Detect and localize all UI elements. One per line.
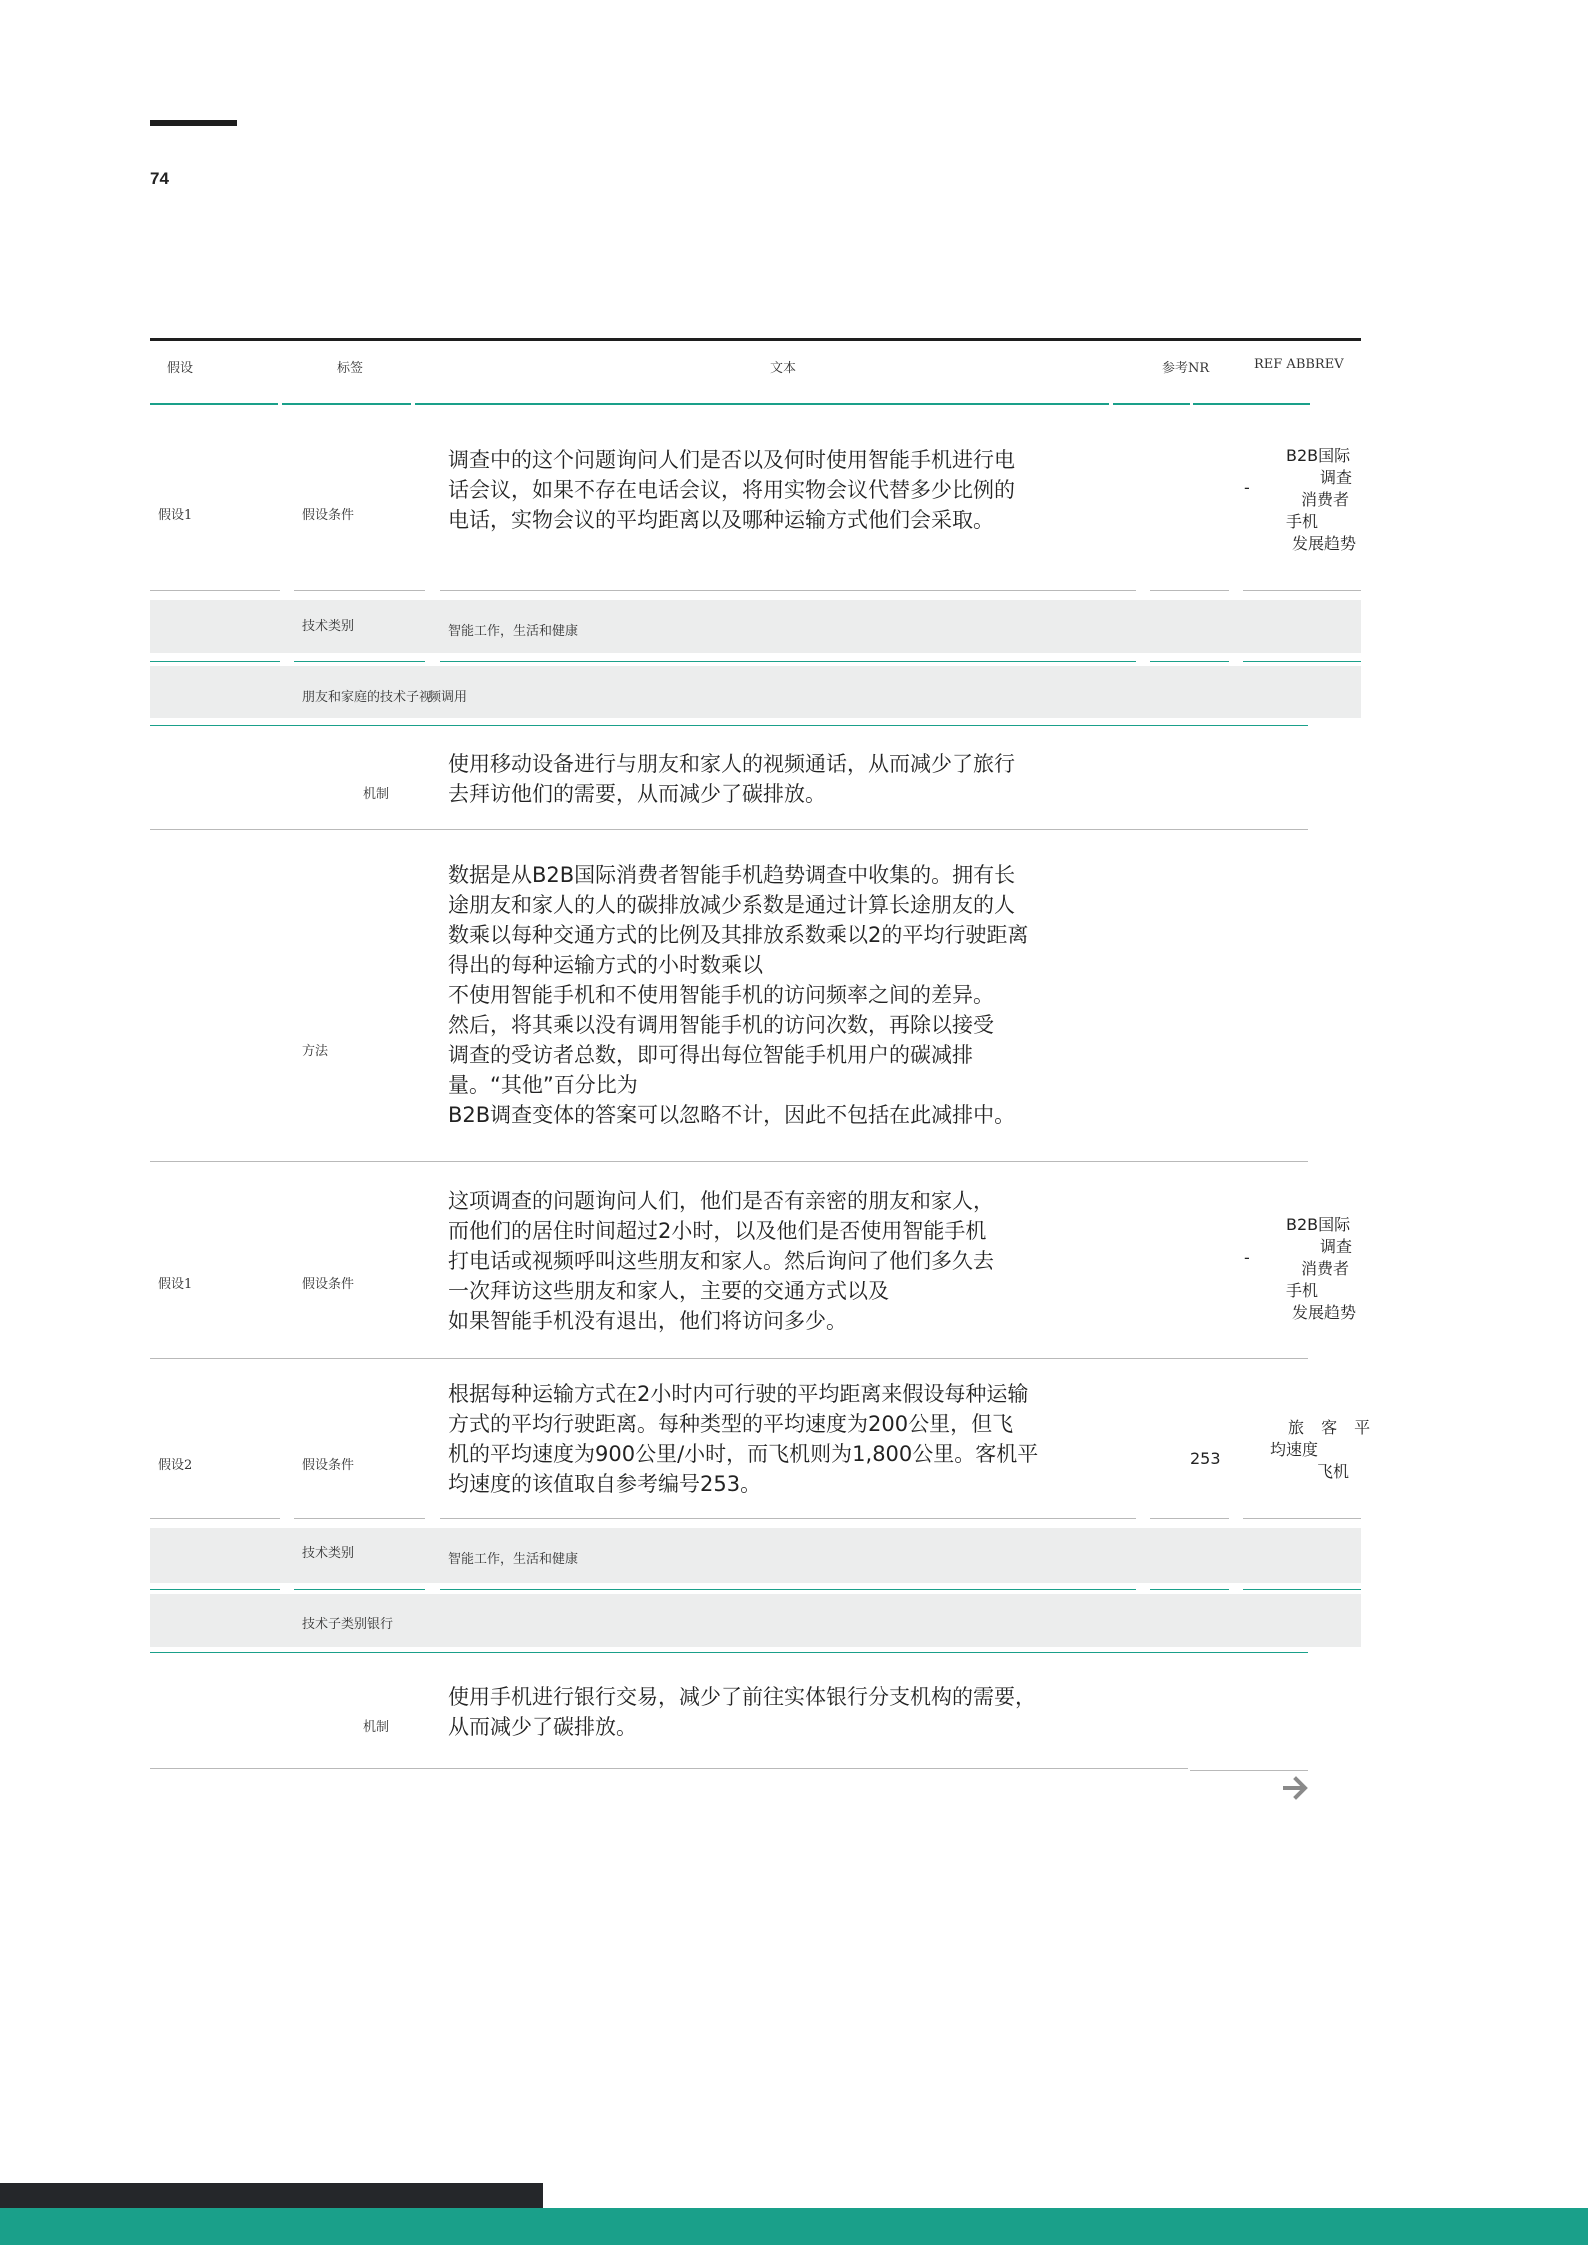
header-rule bbox=[150, 403, 278, 405]
row-label: 技术类别 bbox=[302, 1546, 355, 1561]
row-hypothesis: 假设2 bbox=[158, 1458, 193, 1473]
text-line: 量。“其他”百分比为 bbox=[448, 1073, 638, 1097]
row-divider bbox=[1150, 590, 1229, 591]
row-ref-abbrev bbox=[1270, 1417, 1376, 1483]
row-divider bbox=[440, 661, 1136, 662]
row-label: 技术子类别银行 bbox=[302, 1617, 394, 1632]
text-line: 如果智能手机没有退出，他们将访问多少。 bbox=[448, 1309, 847, 1333]
row-divider bbox=[1243, 1518, 1361, 1519]
text-line: 使用手机进行银行交易，减少了前往实体银行分支机构的需要， bbox=[448, 1685, 1036, 1709]
text-line: 使用移动设备进行与朋友和家人的视频通话，从而减少了旅行 bbox=[448, 752, 1015, 776]
row-divider bbox=[294, 661, 425, 662]
header-hypothesis: 假设 bbox=[167, 361, 194, 376]
row-hypothesis: 假设1 bbox=[158, 1277, 193, 1292]
ref-line: 飞机 bbox=[1317, 1462, 1350, 1481]
header-label: 标签 bbox=[337, 361, 364, 376]
row-label: 机制 bbox=[363, 787, 390, 802]
row-divider bbox=[150, 1589, 280, 1590]
row-text: 智能工作，生活和健康 bbox=[448, 1552, 579, 1567]
text-line: 这项调查的问题询问人们，他们是否有亲密的朋友和家人， bbox=[448, 1189, 994, 1213]
ref-line: 旅 客 平 bbox=[1288, 1418, 1377, 1437]
footer-dark-bar bbox=[0, 2183, 543, 2208]
row-divider bbox=[440, 1518, 1136, 1519]
row-label: 朋友和家庭的技术子视 bbox=[302, 690, 433, 705]
row-text bbox=[448, 860, 1028, 1130]
row-text bbox=[448, 749, 1015, 809]
row-divider bbox=[1243, 661, 1361, 662]
footer-teal-bar bbox=[0, 2208, 1588, 2245]
ref-line: 发展趋势 bbox=[1292, 1303, 1357, 1322]
row-divider bbox=[1243, 1589, 1361, 1590]
ref-line: 发展趋势 bbox=[1292, 534, 1357, 553]
text-line: 调查的受访者总数，即可得出每位智能手机用户的碳减排 bbox=[448, 1043, 973, 1067]
row-text: 频调用 bbox=[428, 690, 468, 705]
row-hypothesis: 假设1 bbox=[158, 508, 193, 523]
row-divider bbox=[150, 1652, 1308, 1653]
row-text bbox=[448, 1682, 1036, 1742]
header-ref-abbrev: REF ABBREV bbox=[1254, 357, 1344, 372]
text-line: 数据是从B2B国际消费者智能手机趋势调查中收集的。拥有长 bbox=[448, 863, 1016, 887]
row-divider bbox=[150, 590, 280, 591]
row-divider bbox=[294, 1589, 425, 1590]
text-line: 去拜访他们的需要，从而减少了碳排放。 bbox=[448, 782, 826, 806]
text-line: 机的平均速度为900公里/小时，而飞机则为1,800公里。客机平 bbox=[448, 1442, 1039, 1466]
row-text: 智能工作，生活和健康 bbox=[448, 624, 579, 639]
text-line: 数乘以每种交通方式的比例及其排放系数乘以2的平均行驶距离 bbox=[448, 923, 1029, 947]
row-divider bbox=[150, 1358, 1308, 1359]
text-line: 电话，实物会议的平均距离以及哪种运输方式他们会采取。 bbox=[448, 508, 994, 532]
row-label: 方法 bbox=[302, 1044, 329, 1059]
row-ref-abbrev bbox=[1286, 1214, 1356, 1324]
row-divider bbox=[150, 1518, 280, 1519]
text-line: B2B调查变体的答案可以忽略不计，因此不包括在此减排中。 bbox=[448, 1103, 1016, 1127]
text-line: 一次拜访这些朋友和家人，主要的交通方式以及 bbox=[448, 1279, 889, 1303]
row-ref-abbrev bbox=[1286, 445, 1356, 555]
text-line: 不使用智能手机和不使用智能手机的访问频率之间的差异。 bbox=[448, 983, 994, 1007]
page-number: 74 bbox=[150, 169, 169, 188]
header-rule bbox=[1113, 403, 1190, 405]
top-rule bbox=[150, 120, 237, 126]
row-divider bbox=[150, 725, 1308, 726]
row-text bbox=[448, 1186, 994, 1336]
row-divider bbox=[1190, 1770, 1308, 1771]
row-divider bbox=[150, 1768, 1188, 1769]
text-line: 从而减少了碳排放。 bbox=[448, 1715, 637, 1739]
row-text bbox=[448, 445, 1015, 535]
ref-line: 调查 bbox=[1320, 1237, 1353, 1256]
header-rule bbox=[415, 403, 1109, 405]
row-divider bbox=[150, 1161, 1308, 1162]
row-divider bbox=[294, 1518, 425, 1519]
header-ref-nr: 参考NR bbox=[1162, 361, 1210, 376]
row-divider bbox=[440, 1589, 1136, 1590]
text-line: 得出的每种运输方式的小时数乘以 bbox=[448, 953, 763, 977]
row-divider bbox=[440, 590, 1136, 591]
text-line: 打电话或视频呼叫这些朋友和家人。然后询问了他们多久去 bbox=[448, 1249, 994, 1273]
row-divider bbox=[1150, 1589, 1229, 1590]
row-ref-nr: - bbox=[1244, 1248, 1250, 1267]
row-label: 假设条件 bbox=[302, 1277, 355, 1292]
row-text bbox=[448, 1379, 1038, 1499]
ref-line: 消费者 bbox=[1301, 490, 1350, 509]
ref-line: 手机 bbox=[1286, 1281, 1319, 1300]
row-label: 假设条件 bbox=[302, 508, 355, 523]
row-divider bbox=[150, 829, 1308, 830]
text-line: 途朋友和家人的人的碳排放减少系数是通过计算长途朋友的人 bbox=[448, 893, 1015, 917]
text-line: 然后，将其乘以没有调用智能手机的访问次数，再除以接受 bbox=[448, 1013, 994, 1037]
row-divider bbox=[294, 590, 425, 591]
table-top-rule bbox=[150, 338, 1361, 341]
text-line: 话会议，如果不存在电话会议，将用实物会议代替多少比例的 bbox=[448, 478, 1015, 502]
ref-line: 均速度 bbox=[1270, 1440, 1319, 1459]
header-rule bbox=[1193, 403, 1310, 405]
text-line: 调查中的这个问题询问人们是否以及何时使用智能手机进行电 bbox=[448, 448, 1015, 472]
ref-line: 调查 bbox=[1320, 468, 1353, 487]
text-line: 根据每种运输方式在2小时内可行驶的平均距离来假设每种运输 bbox=[448, 1382, 1029, 1406]
row-divider bbox=[1243, 590, 1361, 591]
row-divider bbox=[1150, 661, 1229, 662]
ref-line: B2B国际 bbox=[1286, 1215, 1351, 1234]
row-ref-nr: 253 bbox=[1190, 1449, 1221, 1468]
header-text: 文本 bbox=[770, 361, 797, 376]
ref-line: 手机 bbox=[1286, 512, 1319, 531]
header-rule bbox=[282, 403, 411, 405]
arrow-right-icon[interactable] bbox=[1282, 1774, 1310, 1802]
text-line: 而他们的居住时间超过2小时，以及他们是否使用智能手机 bbox=[448, 1219, 987, 1243]
text-line: 均速度的该值取自参考编号253。 bbox=[448, 1472, 762, 1496]
text-line: 方式的平均行驶距离。每种类型的平均速度为200公里，但飞 bbox=[448, 1412, 1014, 1436]
row-label: 假设条件 bbox=[302, 1458, 355, 1473]
ref-line: 消费者 bbox=[1301, 1259, 1350, 1278]
row-label: 机制 bbox=[363, 1720, 390, 1735]
row-divider bbox=[150, 661, 280, 662]
row-ref-nr: - bbox=[1244, 478, 1250, 497]
ref-line: B2B国际 bbox=[1286, 446, 1351, 465]
row-label: 技术类别 bbox=[302, 619, 355, 634]
row-divider bbox=[1150, 1518, 1229, 1519]
